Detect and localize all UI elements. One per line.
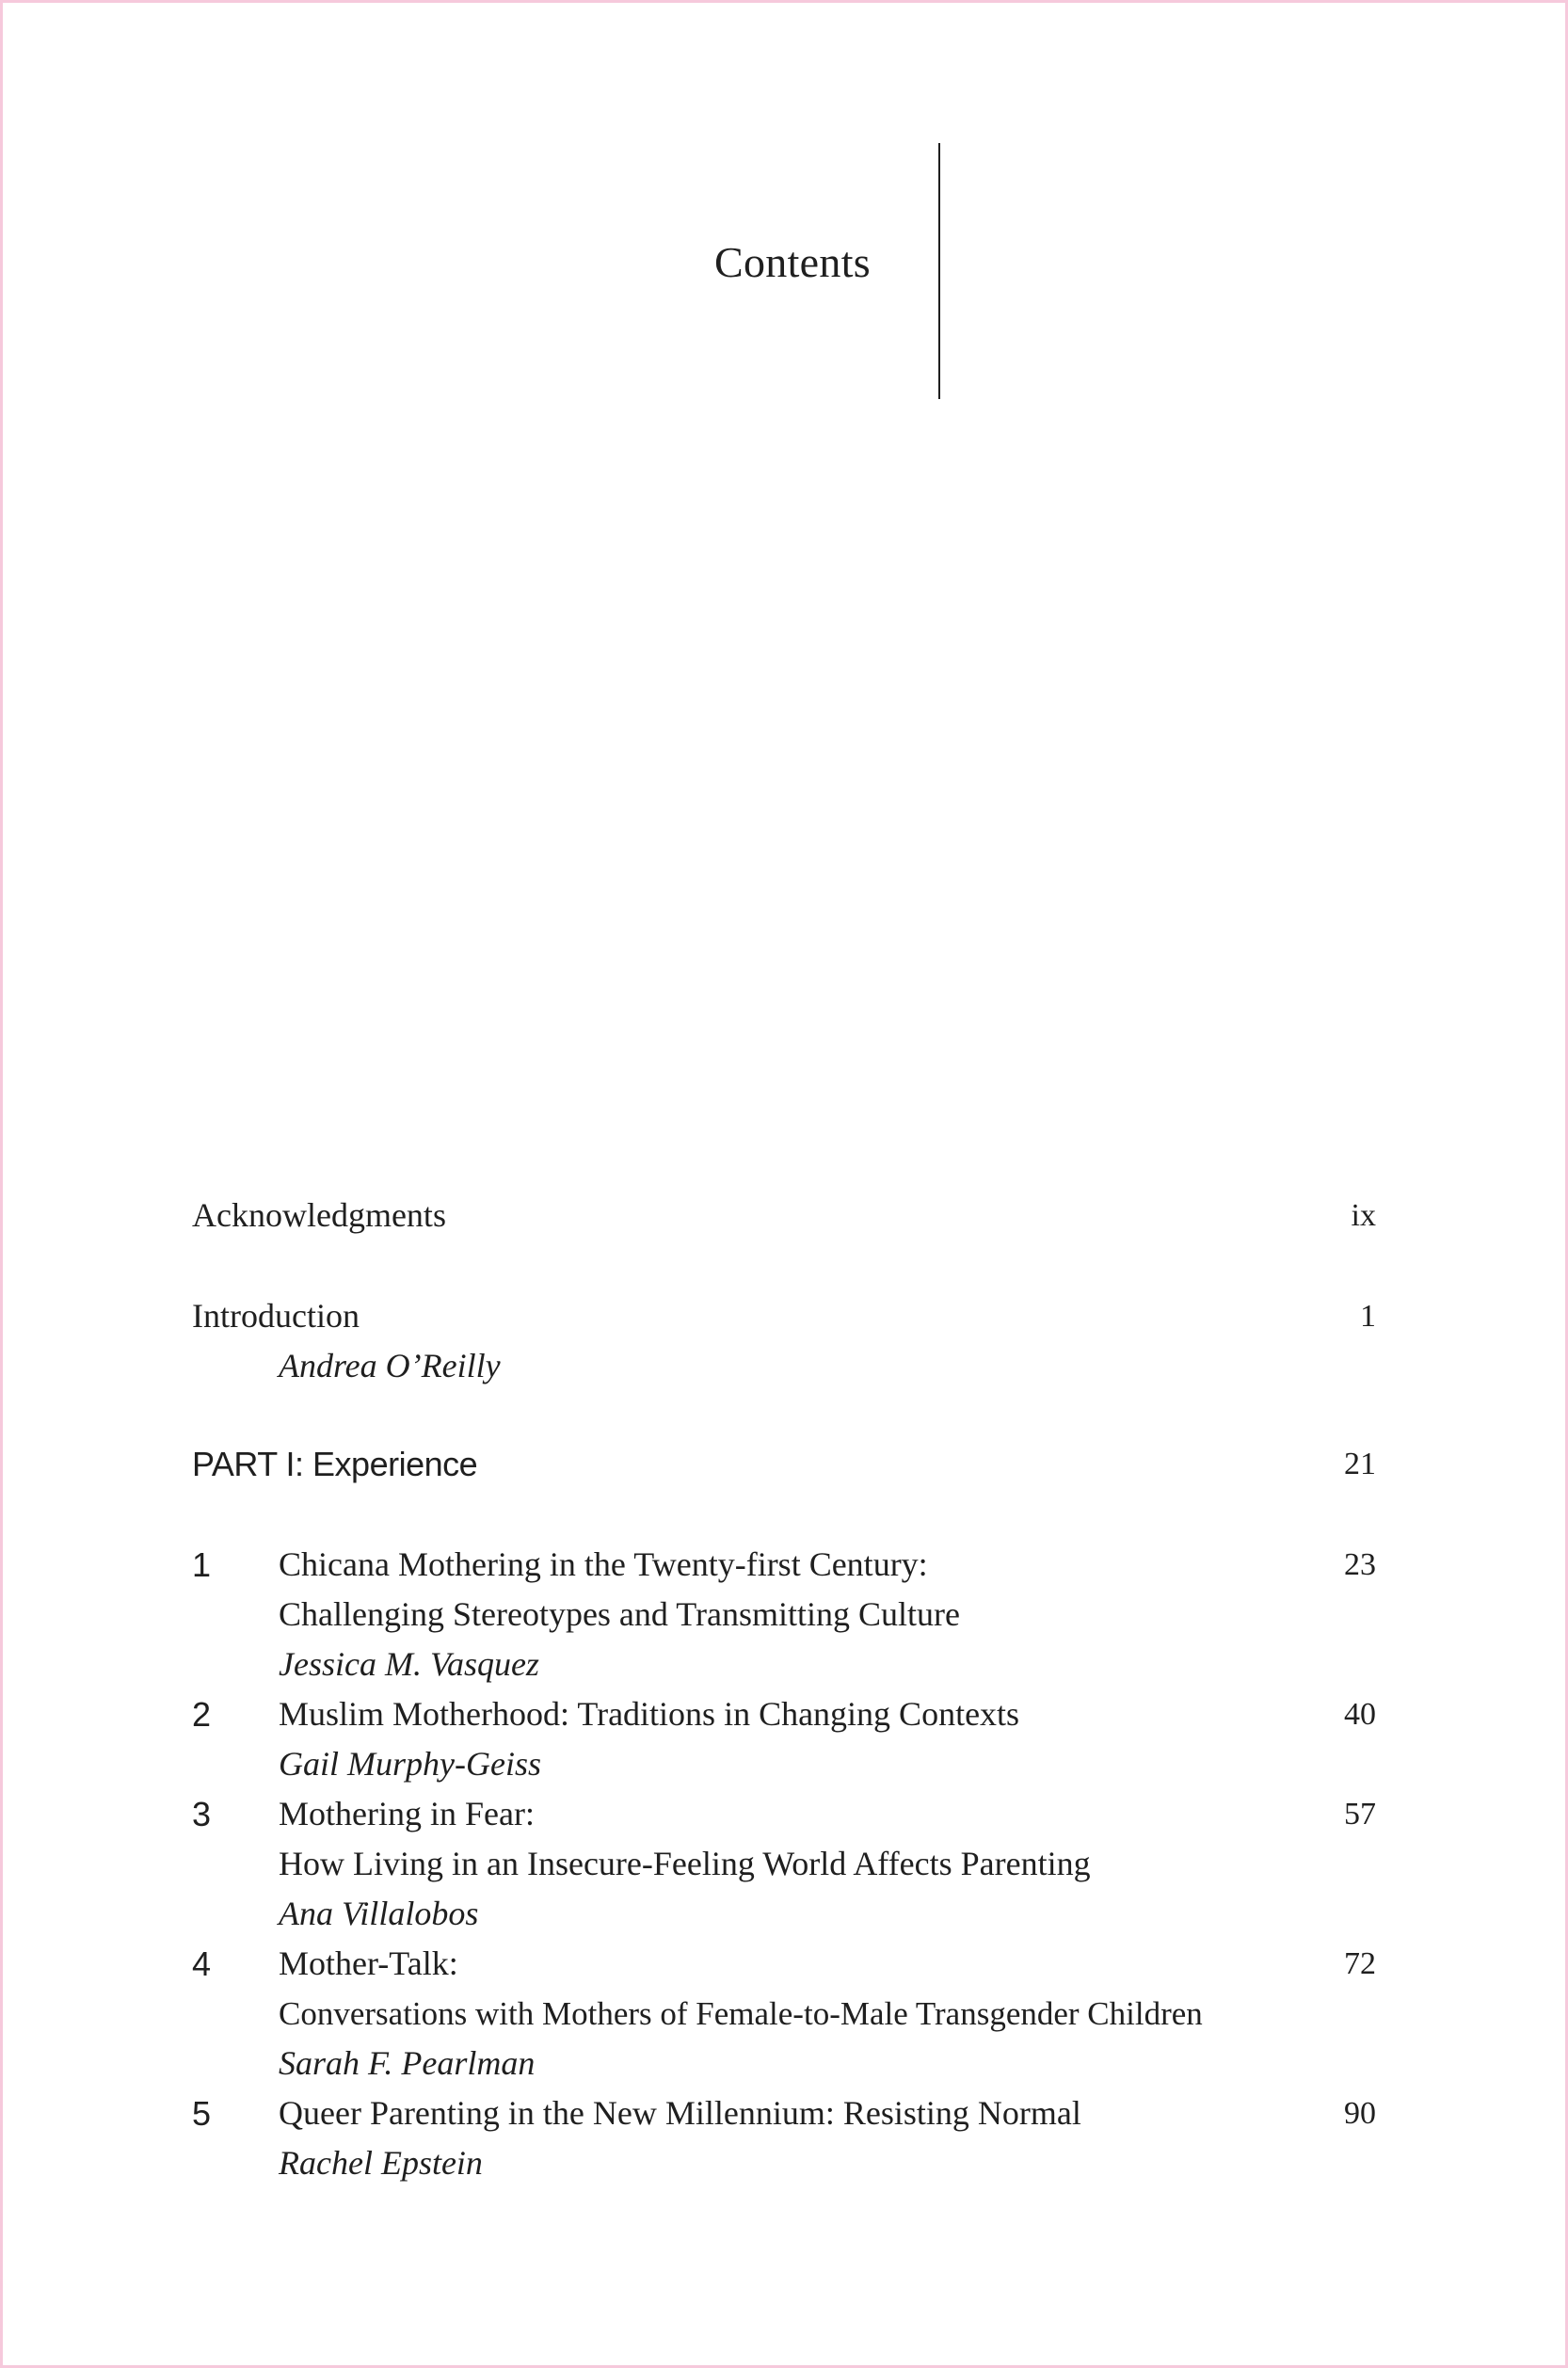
chapter-number: 3 [192, 1795, 211, 1833]
toc-chapter-5-author [0, 2138, 1568, 2188]
toc-entry-label: Acknowledgments [192, 1196, 446, 1234]
toc-page-number: 40 [1344, 1697, 1376, 1732]
toc-entry-introduction[interactable] [0, 1291, 1568, 1341]
toc-chapter-1-subtitle [0, 1590, 1568, 1640]
toc-page-number: 21 [1344, 1447, 1376, 1481]
toc-chapter-2[interactable] [0, 1689, 1568, 1739]
toc-page-number: 90 [1344, 2096, 1376, 2131]
toc-page-number: 57 [1344, 1797, 1376, 1832]
chapter-title-line1: Chicana Mothering in the Twenty-first Century: [279, 1545, 928, 1583]
toc-author: Gail Murphy-Geiss [279, 1745, 541, 1783]
chapter-number: 5 [192, 2094, 211, 2133]
toc-page-number: ix [1351, 1198, 1376, 1233]
toc-part-heading[interactable] [0, 1439, 1568, 1489]
chapter-title-line1: Muslim Motherhood: Traditions in Changing Contexts [279, 1695, 1020, 1733]
toc-page-number: 23 [1344, 1547, 1376, 1582]
toc-author: Sarah F. Pearlman [279, 2044, 536, 2082]
toc-chapter-2-author [0, 1739, 1568, 1789]
toc-entry-introduction-author [0, 1341, 1568, 1391]
toc-entry-acknowledgments[interactable] [0, 1191, 1568, 1240]
toc-chapter-5[interactable] [0, 2088, 1568, 2138]
chapter-title-line1: Mothering in Fear: [279, 1795, 535, 1832]
chapter-number: 2 [192, 1695, 211, 1734]
toc-page-number: 72 [1344, 1946, 1376, 1981]
toc-chapter-1[interactable] [0, 1540, 1568, 1590]
chapter-number: 1 [192, 1545, 211, 1584]
toc-chapter-4-author [0, 2039, 1568, 2088]
toc-entry-label: Introduction [192, 1297, 360, 1335]
chapter-title-line2: Conversations with Mothers of Female-to-Male Transgender Children [279, 1995, 1203, 2032]
toc-author: Jessica M. Vasquez [279, 1645, 539, 1683]
toc-author: Andrea O’Reilly [279, 1347, 501, 1384]
page-title: Contents [714, 238, 871, 286]
part-label: PART I: Experience [192, 1445, 478, 1483]
toc-author: Ana Villalobos [279, 1895, 479, 1932]
toc-chapter-3[interactable] [0, 1789, 1568, 1839]
chapter-title-line1: Queer Parenting in the New Millennium: Resisting Normal [279, 2094, 1081, 2132]
chapter-number: 4 [192, 1944, 211, 1983]
toc-chapter-1-author [0, 1640, 1568, 1689]
toc-chapter-4[interactable] [0, 1939, 1568, 1989]
toc-chapter-3-author [0, 1889, 1568, 1939]
toc-author: Rachel Epstein [279, 2144, 483, 2182]
chapter-title-line1: Mother-Talk: [279, 1944, 458, 1982]
toc-chapter-3-subtitle [0, 1839, 1568, 1889]
toc-chapter-4-subtitle [0, 1989, 1568, 2039]
toc-page-number: 1 [1360, 1299, 1376, 1334]
chapter-title-line2: How Living in an Insecure-Feeling World Affects Parenting [279, 1845, 1091, 1882]
chapter-title-line2: Challenging Stereotypes and Transmitting Culture [279, 1595, 960, 1633]
